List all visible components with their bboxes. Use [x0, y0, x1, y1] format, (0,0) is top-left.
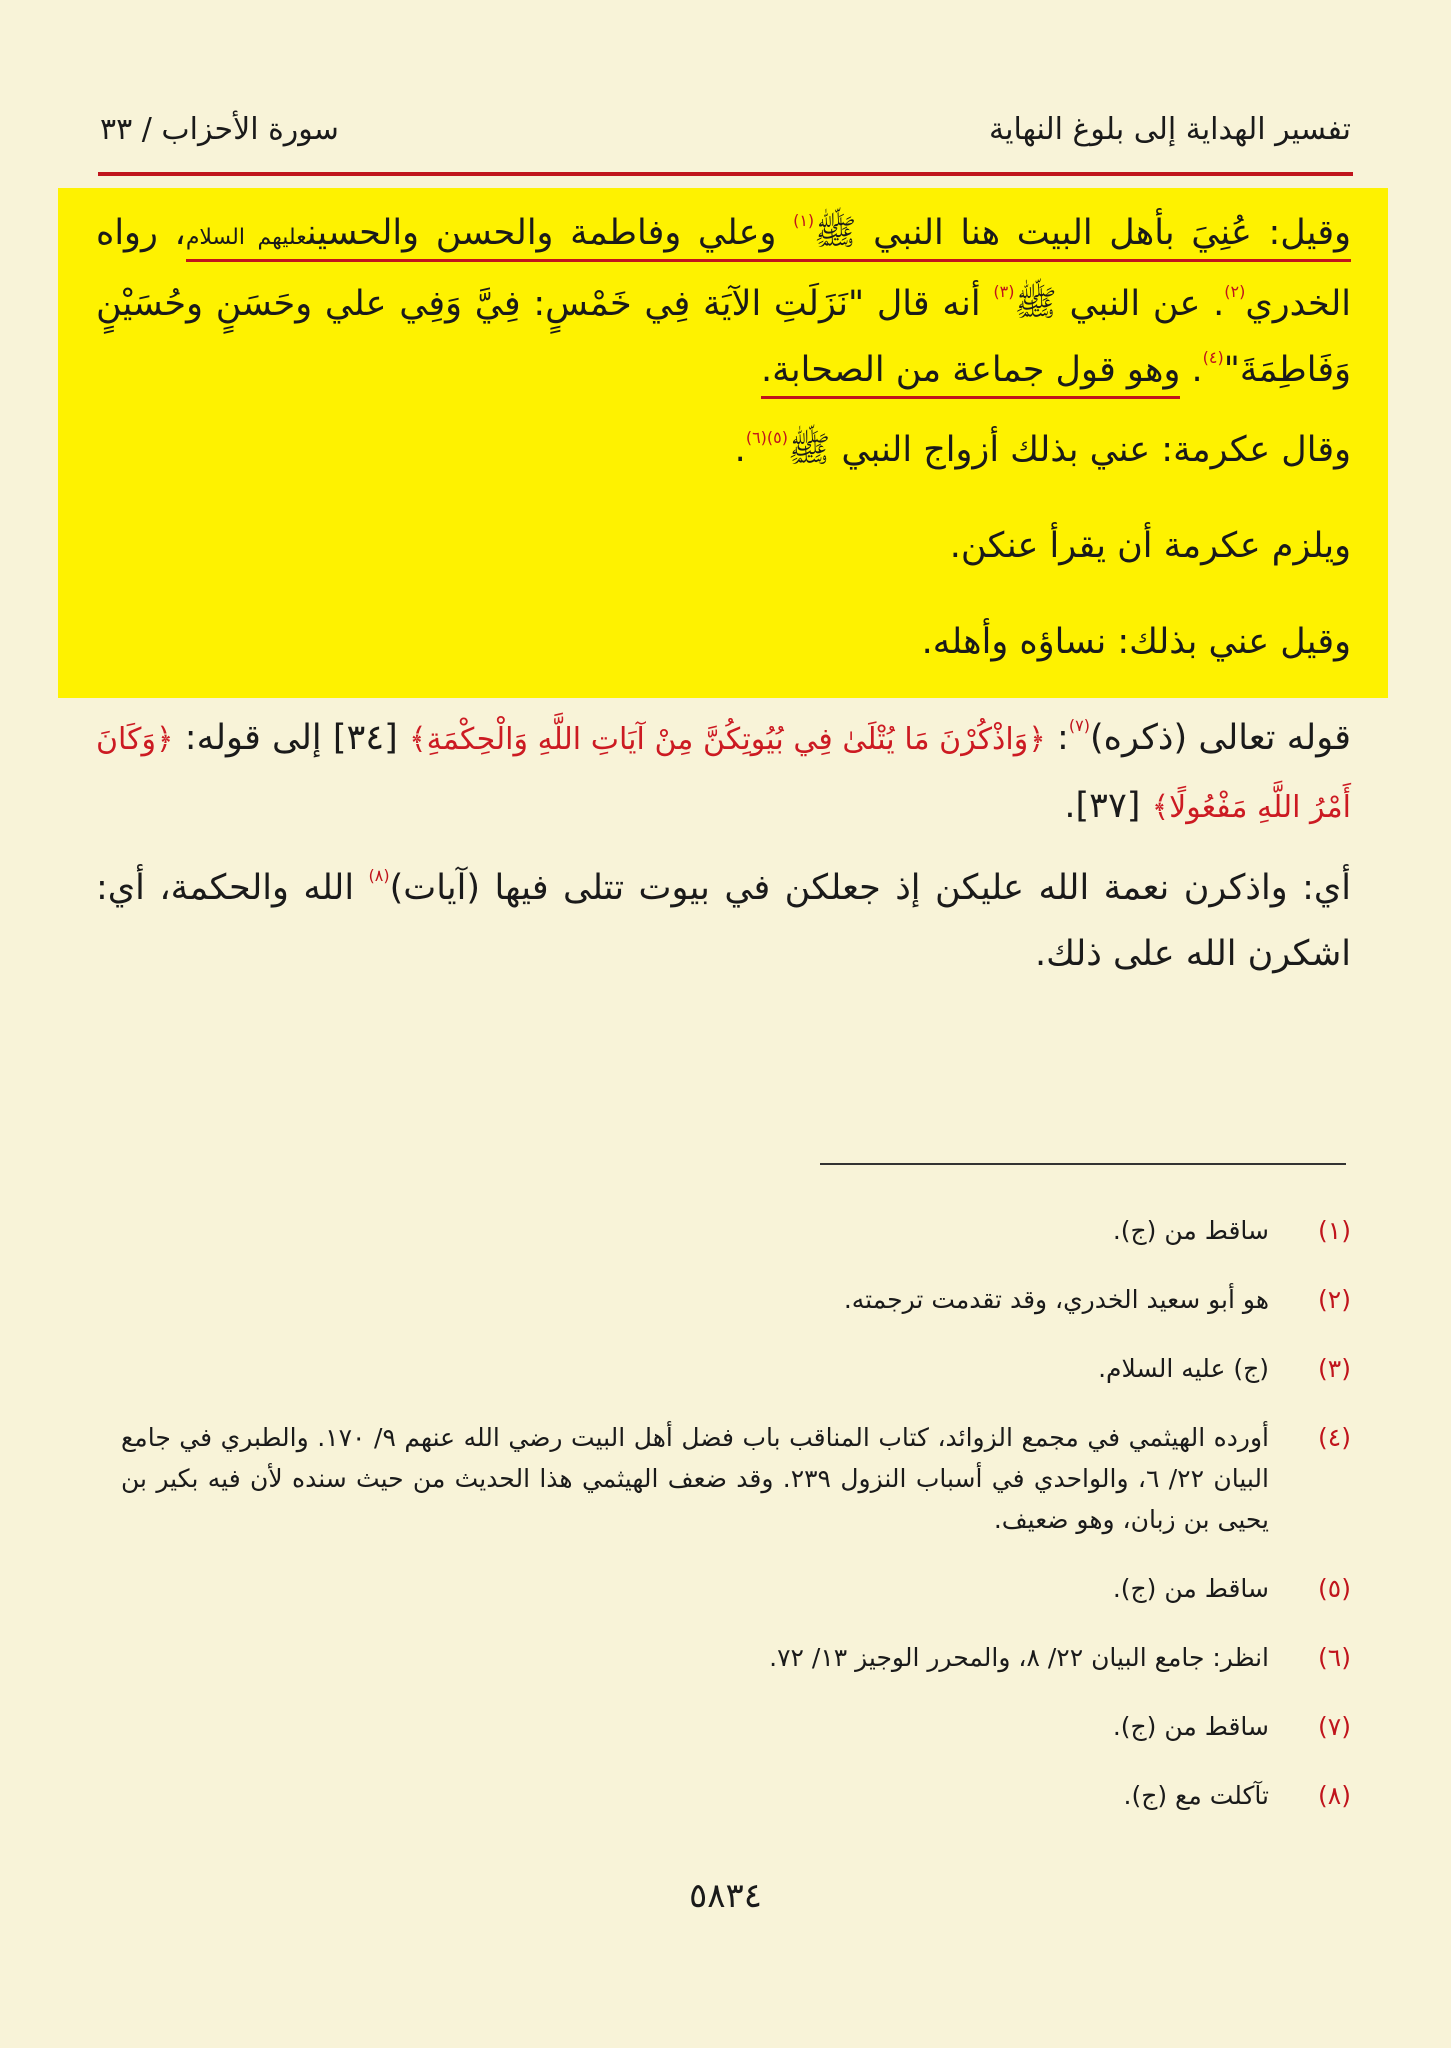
footnote-number: (٢) [1318, 1285, 1351, 1314]
footnote-number: (٧) [1318, 1712, 1351, 1741]
footnote-number: (٥) [1318, 1574, 1351, 1603]
text-span: . [734, 430, 746, 470]
text-span: . عن النبي ﷺ [1014, 284, 1225, 324]
page-number: ٥٨٣٤ [688, 1876, 763, 1916]
text-span: وقيل: عُنِيَ بأهل البيت هنا النبي ﷺ [814, 213, 1351, 253]
text-span: قوله تعالى (ذكره) [1089, 718, 1352, 758]
footnote-text: هو أبو سعيد الخدري، وقد تقدمت ترجمته. [843, 1285, 1269, 1314]
hadith-quote: "نَزَلَتِ الآيَة فِي خَمْسٍ: فِيَّ وَفِي علي وحَسَنٍ وحُسَيْنٍ وَفَاطِمَةَ" [96, 284, 1351, 390]
text-span: [٣٧]. [1064, 786, 1152, 826]
footnote-ref[interactable]: (٨) [368, 866, 390, 885]
footnote-item [121, 1568, 1351, 1609]
text-span: أنه قال [864, 284, 994, 324]
footnote-item [121, 1417, 1351, 1540]
footnote-separator [820, 1163, 1346, 1165]
text-span: أي: واذكرن نعمة الله عليكن إذ جعلكن في بيوت تتلى فيها (آيات) [389, 868, 1351, 908]
paragraph-6 [96, 855, 1351, 987]
footnote-item [121, 1348, 1351, 1389]
footnote-number: (٤) [1318, 1423, 1351, 1452]
text-span: : [1045, 718, 1069, 758]
footnote-text: تآكلت مع (ج). [1123, 1781, 1269, 1810]
footnote-number: (١) [1318, 1216, 1351, 1245]
text-span: . [1180, 350, 1203, 390]
footnote-text: ساقط من (ج). [1112, 1574, 1269, 1603]
surah-header: سورة الأحزاب / ٣٣ [100, 112, 339, 147]
quran-verse: ﴿وَاذْكُرْنَ مَا يُتْلَىٰ فِي بُيُوتِكُنَّ مِنْ آيَاتِ اللَّهِ وَالْحِكْمَةِ﴾ [409, 722, 1046, 757]
underlined-phrase: وهو قول جماعة من الصحابة. [761, 350, 1180, 399]
footnote-number: (٣) [1318, 1354, 1351, 1383]
footnote-text: ساقط من (ج). [1112, 1216, 1269, 1245]
footnote-item [121, 1637, 1351, 1678]
footnote-text: ساقط من (ج). [1112, 1712, 1269, 1741]
footnote-text: أورده الهيثمي في مجمع الزوائد، كتاب المناقب باب فضل أهل البيت رضي الله عنهم ٩/ ١٧٠. والطبري في جامع البيان ٢٢/ ٦، والواحدي في أسباب النزول ٢٣٩. وقد ضعف الهيثمي هذا الحديث من حيث سنده لأن فيه بكير بن يحيى بن زبان، وهو ضعيف. [121, 1423, 1269, 1534]
book-title: تفسير الهداية إلى بلوغ النهاية [989, 112, 1351, 147]
paragraph-5 [96, 705, 1351, 841]
footnote-ref[interactable]: (٧) [1068, 716, 1090, 735]
text-span: [٣٤] إلى قوله: [173, 718, 410, 758]
text-span: وعلي وفاطمة والحسن والحسين [306, 213, 794, 253]
paragraph-3: ويلزم عكرمة أن يقرأ عنكن. [949, 526, 1351, 566]
quran-verse: ﴿وَكَانَ أَمْرُ اللَّهِ مَفْعُولًا﴾ [96, 722, 1351, 825]
underlined-phrase [186, 213, 1351, 262]
footnote-item [121, 1210, 1351, 1251]
footnote-ref[interactable]: (٣) [993, 282, 1015, 301]
footnote-item [121, 1706, 1351, 1747]
paragraph-2 [96, 417, 1351, 483]
footnote-number: (٦) [1318, 1643, 1351, 1672]
footnote-item [121, 1279, 1351, 1320]
text-span: الله والحكمة، أي: اشكرن الله على ذلك. [96, 868, 1351, 974]
footnote-item [121, 1775, 1351, 1816]
text-span: وقال عكرمة: عني بذلك أزواج النبي ﷺ [787, 430, 1351, 470]
footnote-ref[interactable]: (٢) [1224, 282, 1246, 301]
footnote-ref[interactable]: (٤) [1202, 348, 1224, 367]
footnotes [121, 1210, 1351, 1844]
header-rule [98, 172, 1353, 176]
main-text [96, 200, 1351, 987]
footnote-ref[interactable]: (١) [793, 211, 815, 230]
footnote-text: انظر: جامع البيان ٢٢/ ٨، والمحرر الوجيز ١٣/ ٧٢. [769, 1643, 1269, 1672]
text-span: ، رواه الخدري [96, 213, 1352, 324]
footnote-ref[interactable]: (٥)(٦) [745, 428, 788, 447]
honorific: عليهم السلام [185, 225, 307, 250]
footnote-number: (٨) [1318, 1781, 1351, 1810]
footnote-text: (ج) عليه السلام. [1098, 1354, 1269, 1383]
paragraph-4: وقيل عني بذلك: نساؤه وأهله. [921, 622, 1351, 662]
paragraph-1 [96, 200, 1351, 403]
